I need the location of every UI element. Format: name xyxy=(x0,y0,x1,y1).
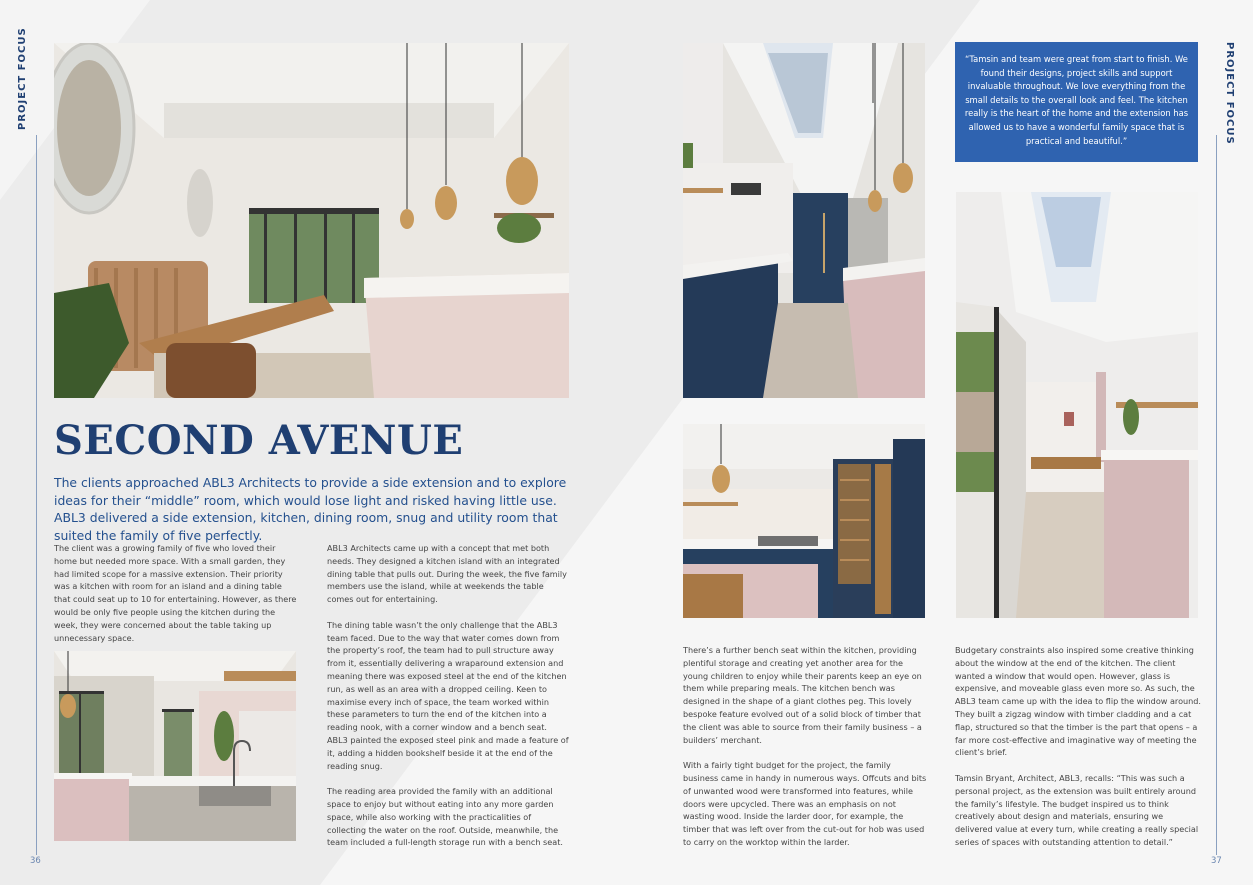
paragraph: Budgetary constraints also inspired some creative thinking about the window at the end of the kitchen. The client wanted a window that would open. However, glass is expensive, and moveable glass even more so. As such, the ABL3 team came up with the idea to flip the window around. They built a zigzag window with timber cladding and a cat flap, structured so that the timber is the part that opens – a far more cost-effective and imaginative way of meeting the client’s brief. xyxy=(955,645,1201,758)
body-column-1 xyxy=(54,542,300,644)
paragraph: ABL3 Architects came up with a concept that met both needs. They designed a kitchen island with an integrated dining table that pulls out. During the week, the five family members use the island, while at weekends the table comes out for entertaining. xyxy=(327,543,567,605)
photo-reading-nook-window xyxy=(956,192,1198,618)
body-column-4 xyxy=(955,644,1201,849)
article-title: SECOND AVENUE xyxy=(54,417,464,464)
article-intro: The clients approached ABL3 Architects to provide a side extension and to explore ideas for their “middle” room, which would lose light and risked having little use. ABL3 delivered a side extension, kitchen, dining room, snug and utility room that suited the family of five perfectly. xyxy=(54,475,567,543)
paragraph: The reading area provided the family with an additional space to enjoy but without eating into any more garden space, while also working with the practicalities of collecting the water on the roof. Outside, meanwhile, the team included a full-length storage run with a bench seat. xyxy=(327,786,563,848)
right-margin-rule xyxy=(1216,135,1217,855)
side-label-right: PROJECT FOCUS xyxy=(1224,42,1235,145)
paragraph: There’s a further bench seat within the kitchen, providing plentiful storage and creating yet another area for the young children to enjoy while their parents keep an eye on them while preparing meals. The kitchen bench was designed in the shape of a giant clothes peg. This lovely bespoke feature evolved out of a solid block of timber that the client was able to source from their family business – a builders’ merchant. xyxy=(683,645,922,745)
paragraph: Tamsin Bryant, Architect, ABL3, recalls: “This was such a personal project, as the extension was built entirely around the family’s lifestyle. The budget inspired us to think creatively about design and materials, ensuring we delivered value at every turn, while creating a really special series of spaces with outstanding attention to detail.” xyxy=(955,772,1199,847)
paragraph: The dining table wasn’t the only challenge that the ABL3 team faced. Due to the way that water comes down from the property’s roof, the team had to pull structure away from it, essentially delivering a wraparound extension and meaning there was exposed steel at the end of the kitchen run, as well as an area with a dropped ceiling. Keen to maximise every inch of space, the team worked within these parameters to turn the end of the kitchen into a reading nook, with a corner window and a bench seat. ABL3 painted the exposed steel pink and made a feature of it, adding a hidden bookshelf beside it at the end of the reading snug. xyxy=(327,619,569,771)
side-label-left: PROJECT FOCUS xyxy=(17,27,28,130)
photo-larder-cupboard xyxy=(683,424,925,618)
photo-kitchen-sink xyxy=(54,651,296,841)
paragraph: With a fairly tight budget for the project, the family business came in handy in numerous ways. Offcuts and bits of unwanted wood were transformed into features, while doors were upcycled. There was an emphasis on not wasting wood. Inside the larder door, for example, the timber that was left over from the cut-out for hob was used to carry on the worktop within the larder. xyxy=(683,760,927,847)
left-margin-rule xyxy=(36,135,37,855)
photo-dining-kitchen xyxy=(54,43,569,398)
paragraph: The client was a growing family of five who loved their home but needed more space. With a small garden, they had limited scope for a massive extension. Their priority was a kitchen with room for an island and a dining table that could seat up to 10 for entertaining. However, as there would be only five people using the kitchen during the week, they were concerned about the table taking up unnecessary space. xyxy=(54,543,297,643)
client-quote-box: “Tamsin and team were great from start to finish. We found their designs, project skills and support invaluable throughout. We love everything from the small details to the overall look and feel. The kitchen really is the heart of the home and the extension has allowed us to have a wonderful family space that is practical and beautiful.” xyxy=(955,42,1198,162)
photo-skylight-galley-kitchen xyxy=(683,43,925,398)
body-column-2 xyxy=(327,542,569,849)
body-column-3 xyxy=(683,644,927,849)
page-number-right: 37 xyxy=(1211,856,1222,866)
page-number-left: 36 xyxy=(30,856,41,866)
